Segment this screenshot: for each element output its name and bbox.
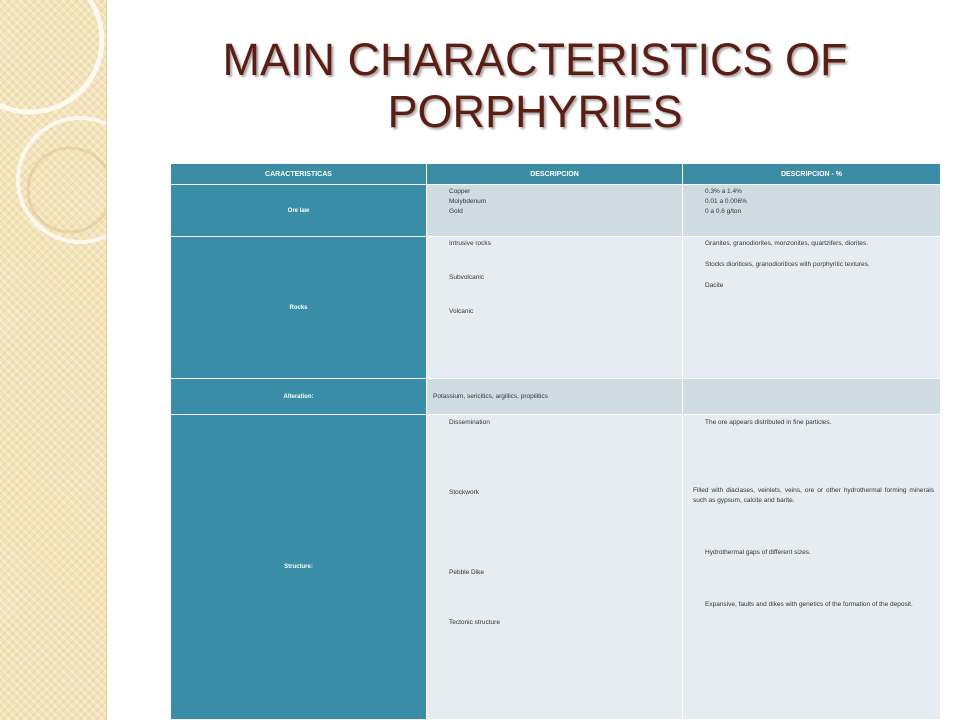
pct-molybdenum: 0.01 a 0.006% — [705, 198, 747, 205]
table-header-row — [171, 164, 941, 185]
structure-desc-cell — [427, 415, 683, 720]
pct-tectonic-structure: Expansive, faults and dikes with genetics of the formation of the deposit. — [705, 601, 913, 608]
slide-title: MAIN CHARACTERISTICS OF PORPHYRIES — [222, 34, 848, 137]
alteration-desc-cell — [427, 379, 683, 415]
decor-circle-3 — [28, 148, 106, 232]
header-caracteristicas: CARACTERISTICAS — [171, 164, 427, 185]
decorative-side-strip — [0, 0, 107, 720]
desc-stockwork: Stockwork — [449, 489, 479, 496]
desc-tectonic-structure: Tectonic structure — [449, 619, 500, 626]
characteristics-table — [170, 163, 941, 720]
row-label-alteration: Alteration: — [171, 379, 427, 415]
ore-law-pct-cell — [683, 185, 941, 237]
row-label-ore-law: Ore law — [171, 185, 427, 237]
pct-gold: 0 a 0.6 g/ton — [705, 208, 742, 215]
row-label-structure: Structure: — [171, 415, 427, 720]
desc-molybdenum: Molybdenum — [449, 198, 487, 205]
table-row — [171, 415, 941, 720]
desc-intrusive-rocks: Intrusive rocks — [449, 240, 491, 247]
pct-dacite: Dacite — [705, 282, 724, 289]
table-row — [171, 185, 941, 237]
pct-stocks: Stocks dioritices, granodioritices with porphyritic textures. — [705, 261, 870, 268]
decorative-circles — [0, 0, 106, 720]
row-label-rocks: Rocks — [171, 237, 427, 379]
pct-dissemination: The ore appears distributed in fine particles. — [705, 419, 832, 426]
structure-pct-cell — [683, 415, 941, 720]
desc-subvolcanic: Subvolcanic — [449, 274, 485, 281]
pct-granites: Granites, granodiorites, monzonites, quartzifers, diorites. — [705, 240, 868, 247]
table-row — [171, 237, 941, 379]
desc-dissemination: Dissemination — [449, 419, 490, 426]
pct-stockwork: Filled with diaclases, veinlets, veins, ore or other hydrothermal forming minerals such as gypsum, calcite and barite. — [693, 487, 934, 504]
desc-copper: Copper — [449, 188, 471, 195]
rocks-desc-cell — [427, 237, 683, 379]
decor-circle-1 — [0, 0, 102, 112]
header-descripcion-pct: DESCRIPCION - % — [683, 164, 941, 185]
ore-law-desc-cell — [427, 185, 683, 237]
desc-pebble-dike: Pebble Dike — [449, 569, 485, 576]
desc-volcanic: Volcanic — [449, 308, 474, 315]
desc-alteration-types: Potassium, sericitics, argillics, propilitics — [433, 392, 548, 400]
desc-gold: Gold — [449, 208, 463, 215]
decor-circle-2 — [18, 118, 106, 242]
table-row — [171, 379, 941, 415]
pct-copper: 0.3% a 1.4% — [705, 188, 742, 195]
pct-pebble-dike: Hydrothermal gaps of different sizes. — [705, 549, 811, 556]
header-descripcion: DESCRIPCION — [427, 164, 683, 185]
rocks-pct-cell — [683, 237, 941, 379]
alteration-pct-cell — [683, 379, 941, 415]
